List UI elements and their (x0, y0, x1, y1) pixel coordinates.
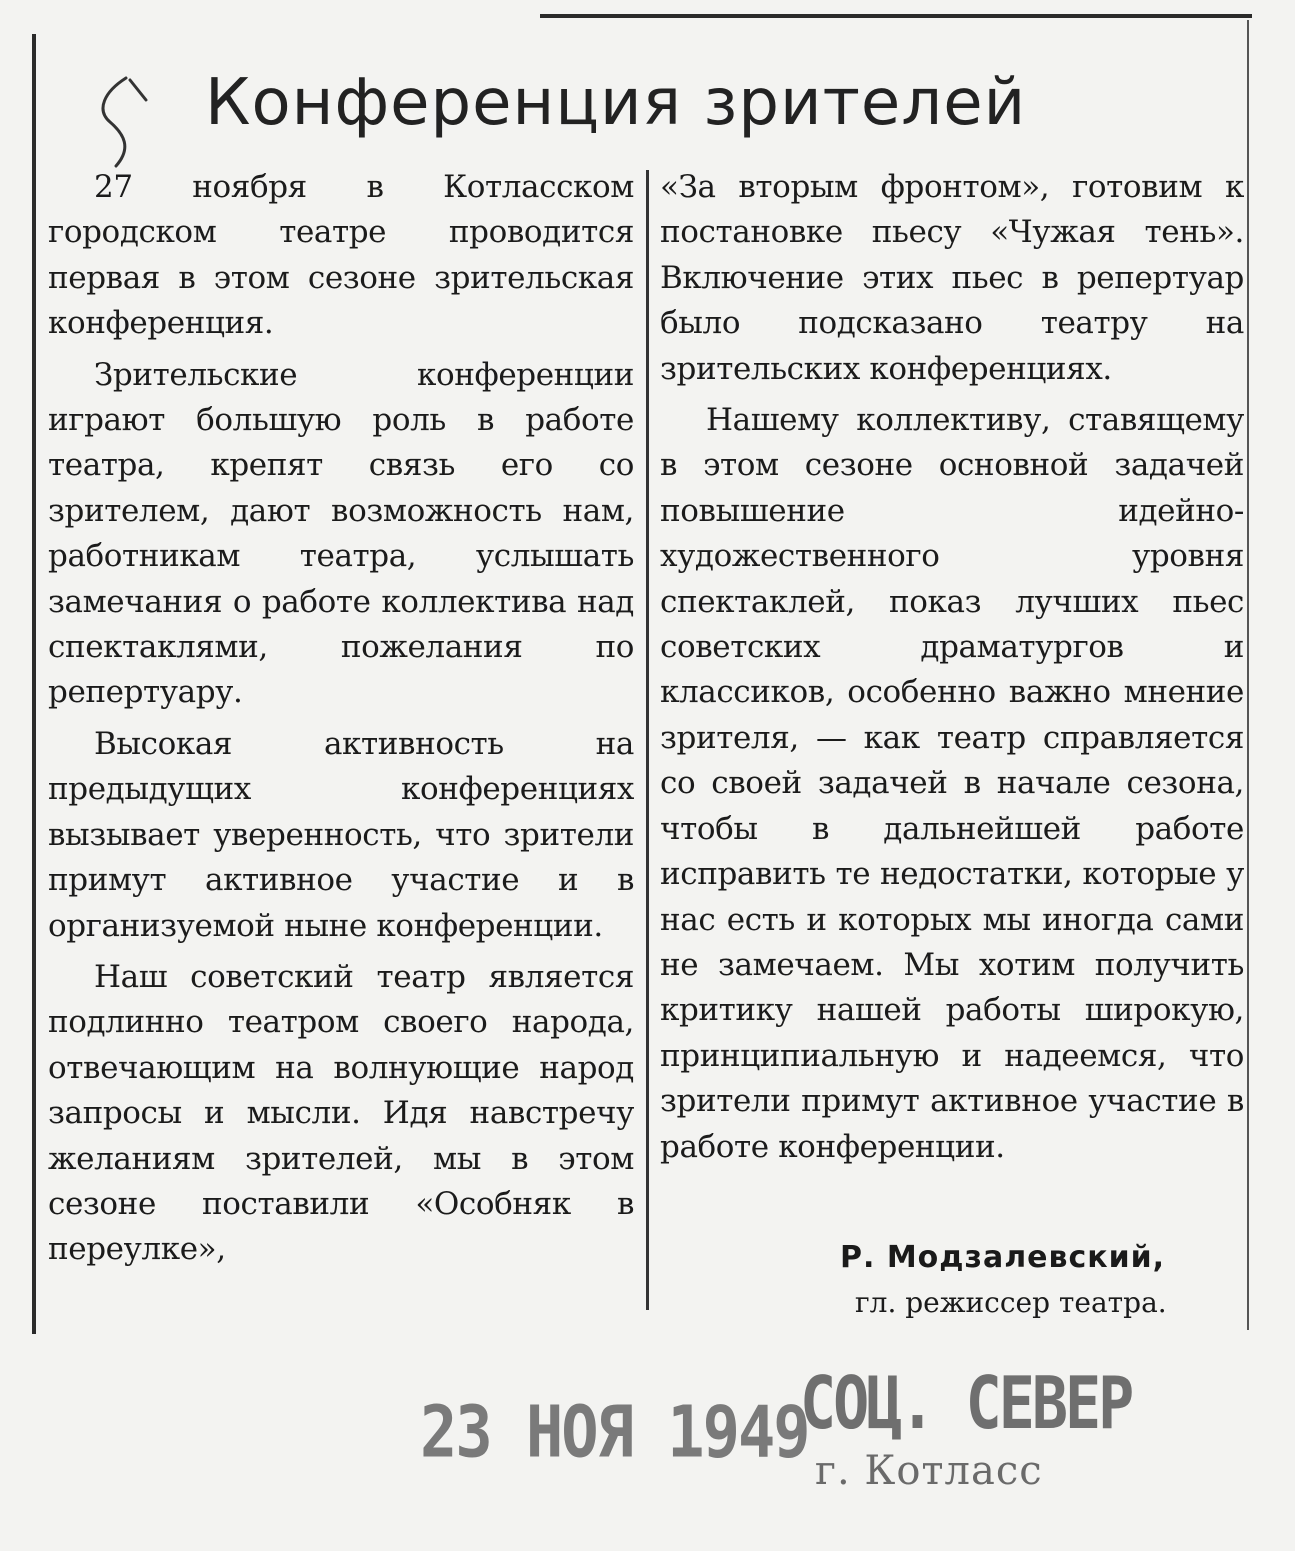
paragraph: Зрительские конференции играют большую роль в работе театра, крепят связь его со зрителем, дают возможность нам, работникам театра, услышать замечания о работе коллектива над спектаклями, пожелания по репертуару. (48, 356, 634, 711)
paragraph: Наш советский театр является подлинно театром своего народа, отвечающим на волнующие народ запросы и мысли. Идя навстречу желаниям зрителей, мы в этом сезоне поставили «Особняк в переулке», (48, 958, 634, 1268)
stamp-newspaper: СОЦ. СЕВЕР (800, 1362, 1132, 1446)
handwritten-mark-icon (86, 70, 156, 180)
paragraph: «За вторым фронтом», готовим к постановке пьесу «Чужая тень». Включение этих пьес в репертуар было подсказано театру на зрительских конференциях. (660, 169, 1244, 387)
top-rule (540, 14, 1252, 18)
column-divider (646, 170, 649, 1310)
right-column (660, 165, 1244, 1176)
stamp-city: г. Котласс (815, 1448, 1043, 1494)
author-signature: Р. Модзалевский, (840, 1240, 1166, 1275)
right-rule (1247, 20, 1249, 1330)
left-rule (32, 34, 36, 1334)
author-role: гл. режиссер театра. (855, 1286, 1167, 1319)
paragraph: 27 ноября в Котласском городском театре проводится первая в этом сезоне зрительская конференция. (48, 169, 634, 342)
paragraph: Нашему коллективу, ставящему в этом сезоне основной задачей повышение идейно-художественного уровня спектаклей, показ лучших пьес советских драматургов и классиков, особенно важно мнение зрителя, — как театр справляется со своей задачей в начале сезона, чтобы в дальнейшей работе исправить те недостатки, которые у нас есть и которых мы иногда сами не замечаем. Мы хотим получить критику нашей работы широкую, принципиальную и надеемся, что зрители примут активное участие в работе конференции. (660, 402, 1244, 1165)
paragraph: Высокая активность на предыдущих конференциях вызывает уверенность, что зрители примут активное участие и в организуемой ныне конференции. (48, 725, 634, 944)
article-title: Конференция зрителей (205, 66, 1027, 140)
stamp-date: 23 НОЯ 1949 (420, 1390, 809, 1474)
left-column (48, 165, 634, 1279)
